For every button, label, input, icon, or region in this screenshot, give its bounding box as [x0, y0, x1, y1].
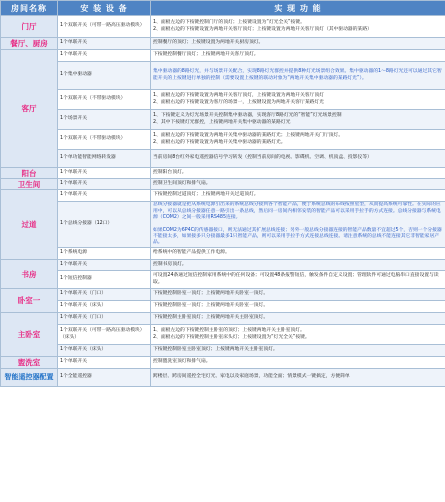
function-cell: 下按键控制卧室一顶灯；上按键两地开关卧室一顶灯。 — [151, 301, 445, 313]
function-cell: 跨楼层、跨房间遥控全宅灯光、家电以及家庭场景，功能全面；情景模式一键搞定，方便简单 — [151, 369, 445, 387]
device-cell: 1个双联开关（不带驱动模块） — [58, 130, 151, 150]
function-cell: 1、下按键定义为灯光场景开关控制集中驱动器，实现客厅8路灯光的“智能”灯光场景控制 2、其中下按键灯光群控，上按键两地开关集中驱动器的某路灯光 — [151, 110, 445, 130]
device-cell: 1个单联开关 — [58, 190, 151, 202]
function-cell: 控制阳台顶灯。 — [151, 168, 445, 179]
table-row — [1, 313, 445, 325]
device-cell: 1个单联开关 — [58, 357, 151, 369]
device-cell: 1个单联开关（床头） — [58, 345, 151, 357]
device-cell: 1个场景开关 — [58, 110, 151, 130]
room-name-cell: 智能遥控器配置 — [1, 369, 58, 387]
table-row — [1, 16, 445, 38]
device-cell: 1个单联开关（床头） — [58, 301, 151, 313]
function-cell: 总线分接器就是把从系统电源引出来的系统总线分接到各个智能产品，便于系统总线的布线按照星型，从而提高系统可靠性。在实际的应用中，可以从总线分接器任意一路引出一条总线，然后同一房间内相邻安装的智能产品可以采用手拉手的方式连接。总线分接器与系统电源（COM2）之间一般采用RS485连接。 如果COM2为6P4C的传感器接口，则无法通过其扩展总线连接；另外一般总线分接器连接的智能产品数量不宜超过5个，否则一个分接器不能接太多，如果接多只分接器最多1只智能产品，则可以采用手拉手方式连接总线连接。请注意系统的总线不能连接其它非智能家居产品。 — [151, 202, 445, 248]
table-body — [1, 16, 445, 387]
function-cell: 下按键控制餐厅顶灯；上按键两地开关客厅顶灯。 — [151, 50, 445, 62]
table-row — [1, 190, 445, 202]
device-cell: 1个单联开关 — [58, 38, 151, 50]
room-name-cell: 阳台 — [1, 168, 58, 179]
function-cell: 可设置24条通过短信控制家用系统中的任何设备；可设置48条报警短信，触发条件自定义设置；管理软件可通过电脑串口直接设置与读取。 — [151, 271, 445, 289]
table-row — [1, 301, 445, 313]
device-cell: 1个单联开关 — [58, 50, 151, 62]
table-row — [1, 260, 445, 271]
function-cell: 1、面板左边的下按键控制主卧室的顶灯；上按键两地开关主卧室顶灯。 2、面板右边的下按键控制主卧室床头灯；上按键设置为“灯光全关”按键。 — [151, 325, 445, 345]
device-cell: 1个双联开关（不带驱动模块） — [58, 90, 151, 110]
function-cell: 下按键控制卧室主卧室顶灯；上按键两地开关主卧室顶灯。 — [151, 345, 445, 357]
device-cell: 1个系统电源 — [58, 248, 151, 260]
header-device: 安 装 设 备 — [58, 1, 151, 16]
room-name-cell: 餐厅、厨房 — [1, 38, 58, 50]
function-cell: 控制卫生间顶灯和排气扇。 — [151, 179, 445, 190]
table-row — [1, 357, 445, 369]
function-cell: 控制餐厅的顶灯；上按键设置为两地开关厨房顶灯。 — [151, 38, 445, 50]
function-cell: 控制书房顶灯。 — [151, 260, 445, 271]
table-row — [1, 271, 445, 289]
function-cell: 给系统中的智能产品提供工作电源。 — [151, 248, 445, 260]
room-name-cell: 卧室一 — [1, 289, 58, 313]
function-cell: 控制盥洗室顶灯和排气扇。 — [151, 357, 445, 369]
table-row — [1, 202, 445, 248]
room-name-cell: 卫生间 — [1, 179, 58, 190]
table-row — [1, 150, 445, 168]
table-row — [1, 90, 445, 110]
function-cell: 下按键控制过道顶灯；上按键两地开关过道顶灯。 — [151, 190, 445, 202]
function-cell: 当前房间8台红外家电遥控器信号学习转发（控制当前房间的电视、影碟机、空调、机顶盒、投影仪等） — [151, 150, 445, 168]
room-name-cell: 客厅 — [1, 50, 58, 168]
table-row — [1, 62, 445, 90]
device-cell: 1个单联开关（门口） — [58, 289, 151, 301]
function-cell: 下按键控制主卧室顶灯；上按键两地开关主卧室顶灯。 — [151, 313, 445, 325]
device-cell: 1个单功能智能网络转发器 — [58, 150, 151, 168]
device-cell: 1个单联开关 — [58, 168, 151, 179]
device-cell: 1个短信控制器 — [58, 271, 151, 289]
function-cell: 下按键控制卧室一顶灯；上按键两地开关卧室一顶灯。 — [151, 289, 445, 301]
table-row — [1, 50, 445, 62]
room-name-cell: 书房 — [1, 260, 58, 289]
table-row — [1, 38, 445, 50]
room-name-cell: 过道 — [1, 190, 58, 260]
header-room: 房间名称 — [1, 1, 58, 16]
table-row — [1, 289, 445, 301]
table-row — [1, 369, 445, 387]
device-cell: 1个双联开关（可带一路高压驱动模块） — [58, 16, 151, 38]
function-cell: 1、面板左边的下按键设置为两地开关客厅顶灯，上按键设置为两地开关客厅顶灯 2、面板右边的下按键设置为客厅的场景一，上按键设置为两地开关客厅某路灯光 — [151, 90, 445, 110]
table-row — [1, 248, 445, 260]
device-cell: 1个双联开关（可带一路高压驱动模块）（床头） — [58, 325, 151, 345]
device-cell: 1个集中驱动器 — [58, 62, 151, 90]
table-row — [1, 345, 445, 357]
room-name-cell: 门厅 — [1, 16, 58, 38]
table-row — [1, 110, 445, 130]
table-row — [1, 325, 445, 345]
device-cell: 1个全能遥控器 — [58, 369, 151, 387]
device-cell: 1个单联开关 — [58, 260, 151, 271]
room-name-cell: 盥洗室 — [1, 357, 58, 369]
table-row — [1, 179, 445, 190]
function-cell: 1、面板左边的下按键控制门厅的顶灯；上按键设置为“灯光全关”按键。 2、面板右边的下按键设置为两地开关客厅顶灯；上按键设置为两地开关客厅顶灯（其中驱动器的某路） — [151, 16, 445, 38]
function-cell: 1、面板左边的下按键设置为两地开关集中驱动器的某路灯光；上按键两地开关门厅顶灯。 2、面板右边的下按键设置为两地开关集中驱动器的某路灯光。 — [151, 130, 445, 150]
table-row — [1, 168, 445, 179]
table-row — [1, 130, 445, 150]
room-name-cell: 主卧室 — [1, 313, 58, 357]
function-cell: 集中驱动器的8路灯光，并与场景开关配合，实现8路灯光群控并提供8种灯光场景组合效果。集中驱动器的1～8路灯光还可以通过其它智能开关的上按键进行单独的控制（需要设置上按键的联动对象为“两地开关集中驱动器的某路灯光”）。 — [151, 62, 445, 90]
header-function: 实 现 功 能 — [151, 1, 445, 16]
device-cell: 1个单联开关（门口） — [58, 313, 151, 325]
device-cell: 1个单联开关 — [58, 179, 151, 190]
table-header-row — [1, 1, 445, 16]
device-cell: 1个总线分接器（12口） — [58, 202, 151, 248]
